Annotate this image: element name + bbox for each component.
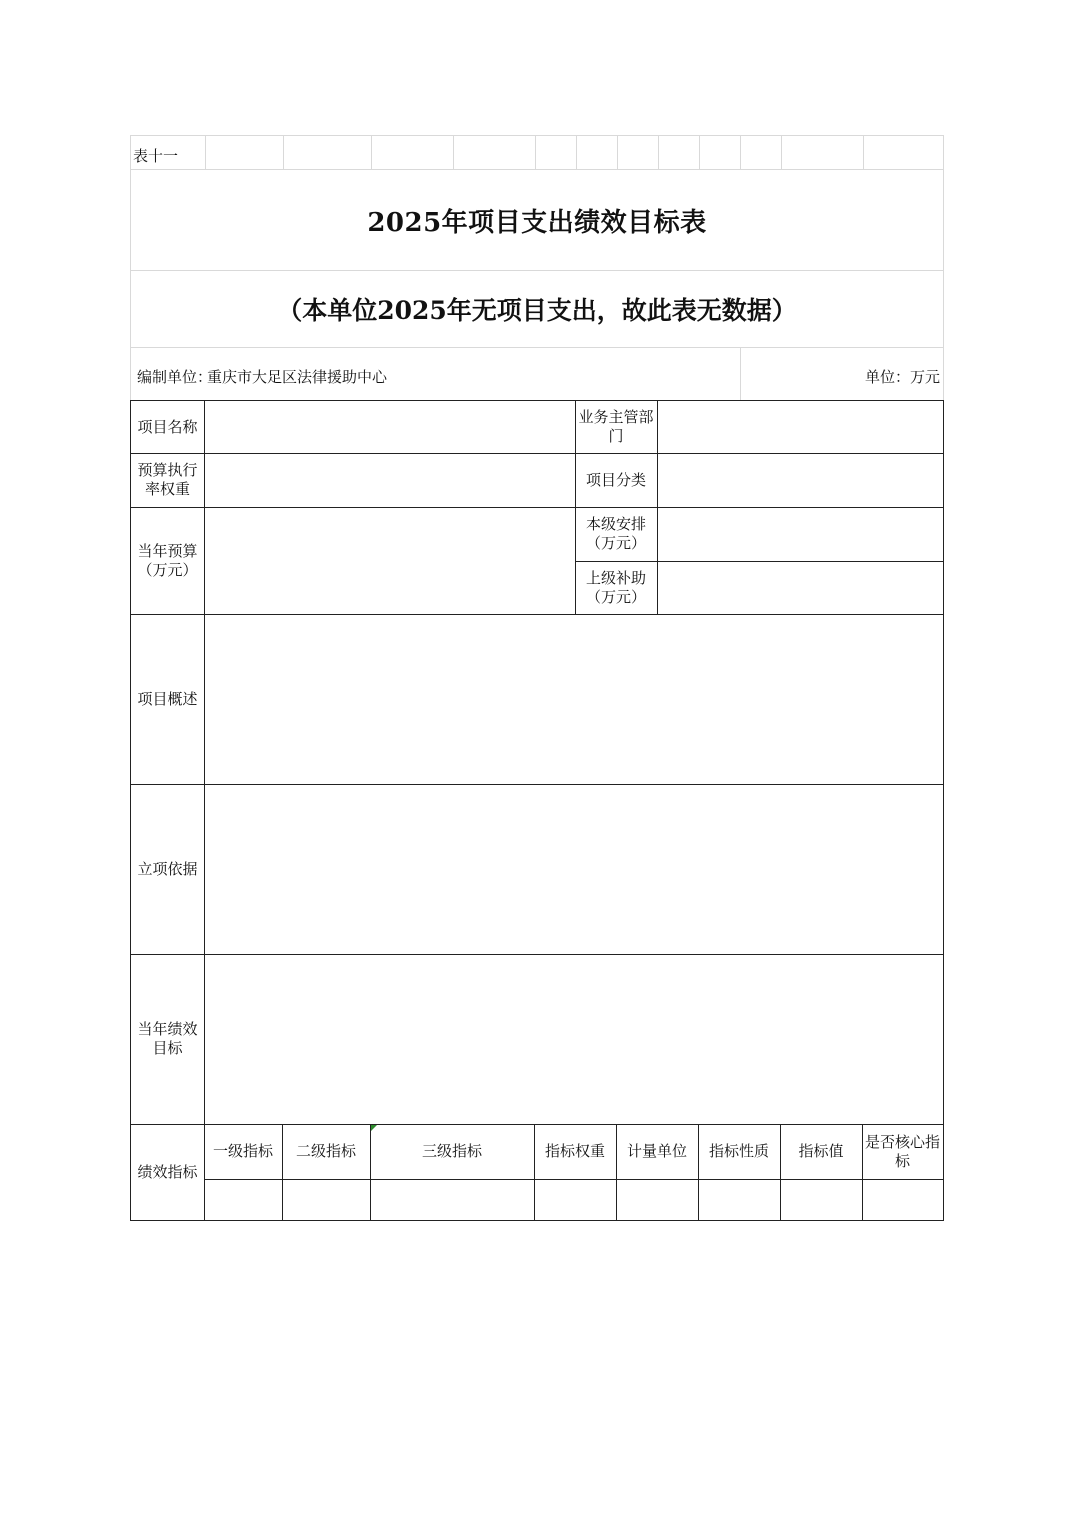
indicator-header-level2: 二级指标 (295, 1142, 356, 1160)
org-name: 重庆市大足区法律援助中心 (207, 368, 388, 386)
table-number: 表十一 (133, 147, 179, 165)
indicator-header-value: 指标值 (798, 1142, 844, 1160)
goal-label: 当年绩效目标 (137, 1020, 198, 1057)
org-unit-row (130, 347, 944, 400)
indicator-header-core: 是否核心指标 (865, 1132, 941, 1170)
local-allocation-label: 本级安排（万元） (585, 515, 646, 552)
no-data-note: （本单位2025年无项目支出，故此表无数据） (277, 296, 797, 325)
performance-target-sheet (130, 135, 944, 1221)
indicators-label: 绩效指标 (137, 1162, 198, 1181)
project-form-table (130, 400, 944, 1221)
comment-marker (371, 1125, 377, 1131)
indicator-header-level1: 一级指标 (212, 1142, 273, 1160)
basis-label: 立项依据 (137, 859, 198, 878)
org-label: 编制单位： (137, 368, 213, 386)
title-row (130, 169, 944, 270)
note-row (130, 270, 944, 347)
upper-subsidy-label: 上级补助（万元） (585, 568, 646, 606)
unit-label: 单位：万元 (864, 368, 940, 386)
exec-weight-label: 预算执行率权重 (137, 461, 198, 498)
sheet-label-row (130, 135, 944, 169)
indicator-header-unit: 计量单位 (626, 1142, 687, 1160)
category-label: 项目分类 (585, 470, 646, 489)
page-title: 2025年项目支出绩效目标表 (367, 207, 707, 238)
department-label: 业务主管部门 (578, 408, 654, 445)
indicator-header-nature: 指标性质 (708, 1142, 769, 1160)
indicator-header-weight: 指标权重 (544, 1142, 605, 1160)
overview-label: 项目概述 (137, 689, 198, 708)
indicator-header-level3: 三级指标 (421, 1142, 482, 1160)
project-name-label: 项目名称 (137, 417, 198, 436)
budget-label: 当年预算（万元） (137, 541, 198, 579)
